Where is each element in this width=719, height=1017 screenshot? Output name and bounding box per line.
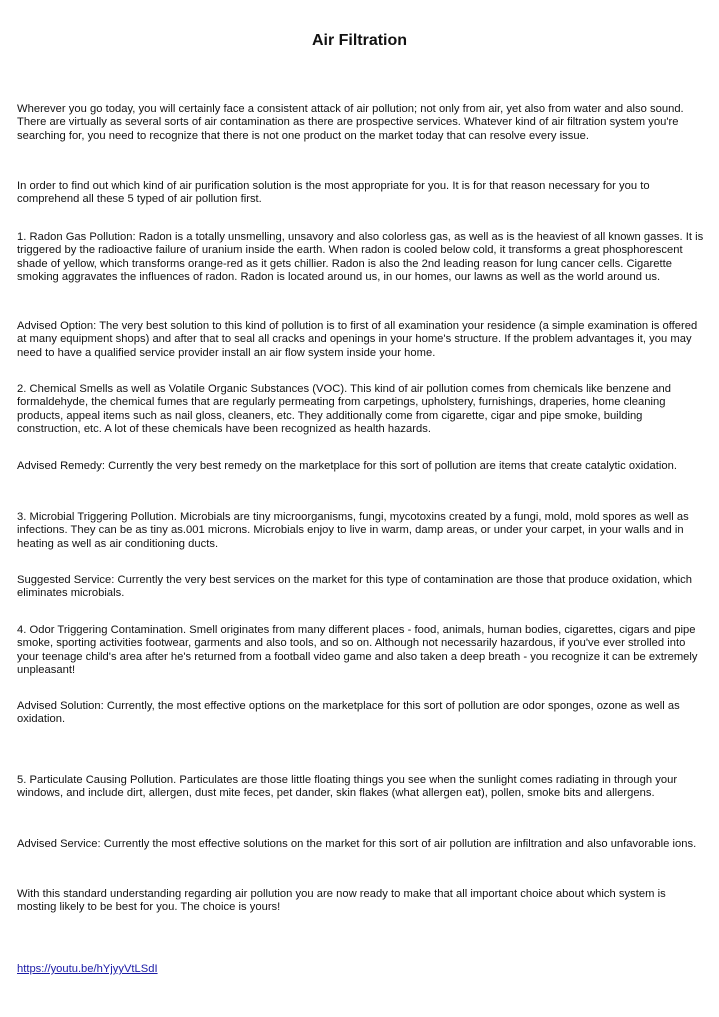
- paragraph-chemical-remedy: Advised Remedy: Currently the very best remedy on the marketplace for this sort of pollution are items that create catalytic oxidation.: [17, 460, 677, 472]
- video-link[interactable]: https://youtu.be/hYjyyVtLSdI: [17, 963, 158, 975]
- paragraph-odor: 4. Odor Triggering Contamination. Smell originates from many different places - food, animals, human bodies, cigarettes, cigars and pipe smoke, sporting activities footwear, garments and also tools, and so on. Although not necessarily hazardous, if you've ever strolled into your teenage child's area after he's returned from a football video game and also taken a deep breath - you recognize it can be extremely unpleasant!: [17, 624, 698, 676]
- paragraph-odor-solution: Advised Solution: Currently, the most effective options on the marketplace for this sort of pollution are odor sponges, ozone as well as oxidation.: [17, 700, 680, 726]
- paragraph-microbial: 3. Microbial Triggering Pollution. Microbials are tiny microorganisms, fungi, mycotoxins created by a fungi, mold, mold spores as well as infections. They can be as tiny as.001 microns. Microbials enjoy to live in warm, damp areas, or under your carpet, in your walls and in heating as well as air conditioning ducts.: [17, 511, 689, 550]
- page-title: Air Filtration: [311, 32, 408, 49]
- paragraph-particulate: 5. Particulate Causing Pollution. Particulates are those little floating things you see when the sunlight comes radiating in through your windows, and include dirt, allergen, dust mite feces, pet dander, skin flakes (what allergen eat), pollen, smoke bits and allergens.: [17, 774, 678, 800]
- paragraph-purification-intro: In order to find out which kind of air purification solution is the most appropriate for you. It is for that reason necessary for you to comprehend all these 5 typed of air pollution first.: [17, 180, 650, 206]
- paragraph-particulate-service: Advised Service: Currently the most effective solutions on the market for this sort of air pollution are infiltration and also unfavorable ions.: [17, 838, 697, 850]
- paragraph-radon-option: Advised Option: The very best solution to this kind of pollution is to first of all examination your residence (a simple examination is offered at many equipment shops) and after that to seal all cracks and openings in your home's structure. If the problem advantages it, you may need to have a qualified service provider install an air flow system inside your home.: [17, 320, 698, 359]
- paragraph-chemical-smells: 2. Chemical Smells as well as Volatile Organic Substances (VOC). This kind of air pollution comes from chemicals like benzene and formaldehyde, the chemical fumes that are regularly permeating from carpetings, upholstery, furnishings, draperies, home cleaning products, appeal items such as nail gloss, cleaners, etc. They additionally come from cigarette, cigar and pipe smoke, building construction, etc. A lot of these chemicals have been recognized as health hazards.: [17, 383, 672, 435]
- intro-paragraph: Wherever you go today, you will certainly face a consistent attack of air pollution; not only from air, yet also from water and also sound. There are virtually as several sorts of air contamination as there are prospective services. Whatever kind of air filtration system you're searching for, you need to recognize that there is not one product on the market today that can resolve every issue.: [17, 103, 684, 142]
- paragraph-conclusion: With this standard understanding regarding air pollution you are now ready to make that all important choice about which system is mosting likely to be best for you. The choice is yours!: [17, 888, 666, 914]
- paragraph-microbial-service: Suggested Service: Currently the very best services on the market for this type of contamination are those that produce oxidation, which eliminates microbials.: [17, 574, 692, 600]
- paragraph-radon: 1. Radon Gas Pollution: Radon is a totally unsmelling, unsavory and also colorless gas, as well as is the heaviest of all known gasses. It is triggered by the radioactive failure of uranium inside the earth. When radon is cooled below cold, it transforms a great phosphorescent shade of yellow, which transforms orange-red as it gets chillier. Radon is also the 2nd leading reason for lung cancer cells. Cigarette smoking aggravates the influences of radon. Radon is located around us, in our homes, our lawns as well as the world around us.: [17, 231, 704, 283]
